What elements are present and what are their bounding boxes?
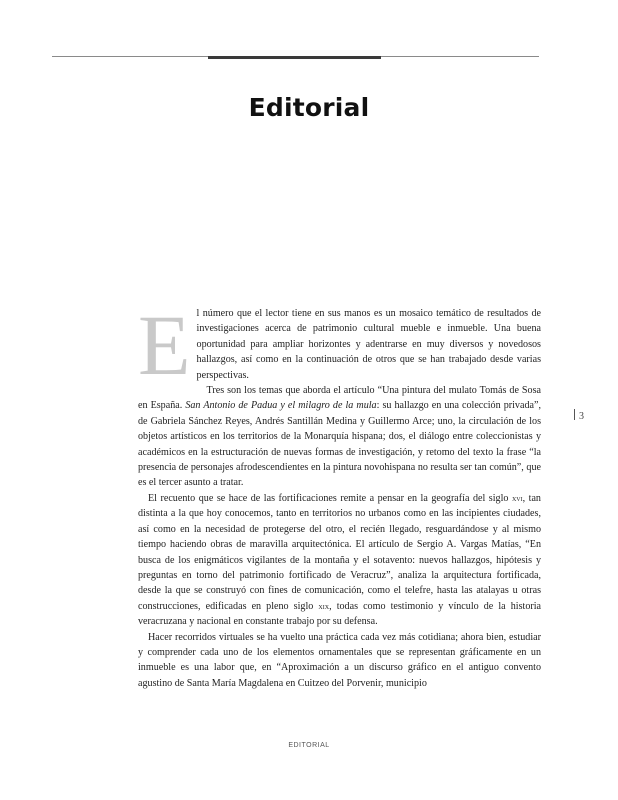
page-title: Editorial — [248, 93, 370, 122]
header-rule-accent — [208, 56, 381, 59]
paragraph-1: El número que el lector tiene en sus manos es un mosaico temático de resultados de investigaciones acerca de patrimonio cultural mueble e inmueble. Una buena oportunidad para ampliar horizontes y adentrarse en muy diversos y novedosos hallazgos, así como en la continuación de otros que se han trabajado desde varias perspectivas. — [138, 297, 541, 393]
page-number: 3 — [574, 409, 584, 422]
century-numeral: xvi — [511, 492, 523, 503]
page-number-divider — [574, 409, 575, 420]
paragraph-3: El recuento que se hace de las fortificaciones remite a pensar en la geografía del siglo xvi, tan distinta a la que hoy conocemos, tanto en territorios no urbanos como en las incipientes ciudades, así como en la necesidad de protegerse del otro, el recién llegado, resguardándose y al mismo tiempo haciendo obras de maravilla arquitectónica. El artículo de Sergio A. Vargas Matías, “En busca de los enigmáticos vigilantes de la montaña y el sotavento: nuevos hallazgos, hipótesis y preguntas en torno del patrimonio fortificado de Veracruz”, analiza la arquitectura fortificada, desde la que se construyó con fines de comunicación, como el telefre, hasta las atalayas u otras construcciones, edificadas en pleno siglo xix, todas como testimonio y vínculo de la historia veracruzana y nacional en constante trabajo por su defensa. — [138, 492, 542, 628]
century-numeral: xix — [318, 600, 330, 611]
article-body — [138, 297, 542, 691]
paragraph-2: Tres son los temas que aborda el artículo “Una pintura del mulato Tomás de Sosa en España. San Antonio de Padua y el milagro de la mula: su hallazgo en una colección privada”, de Gabriela Sánchez Reyes, Andrés Santillán Medina y Guillermo Arce; uno, la circulación de los objetos artísticos en los territorios de la Monarquía hispana; dos, el diálogo entre coleccionistas y académicos en la estructuración de nuevas formas de investigación, y retomo del texto la frase “la presencia de personajes afrodescendientes en la pintura novohispana no resulta ser tan común”, que es el tercer asunto a tratar. — [138, 385, 541, 489]
drop-cap: E — [138, 297, 191, 393]
artwork-title: San Antonio de Padua y el milagro de la mula — [185, 400, 377, 412]
paragraph-4: Hacer recorridos virtuales se ha vuelto una práctica cada vez más cotidiana; ahora bien, estudiar y comprender cada uno de los elementos ornamentales que se representan gráficamente en un inmueble es una labor que, en “Aproximación a un discurso gráfico en el antiguo convento agustino de Santa María Magdalena en Cuitzeo del Porvenir, municipio — [138, 631, 541, 689]
running-footer: EDITORIAL — [288, 742, 330, 749]
